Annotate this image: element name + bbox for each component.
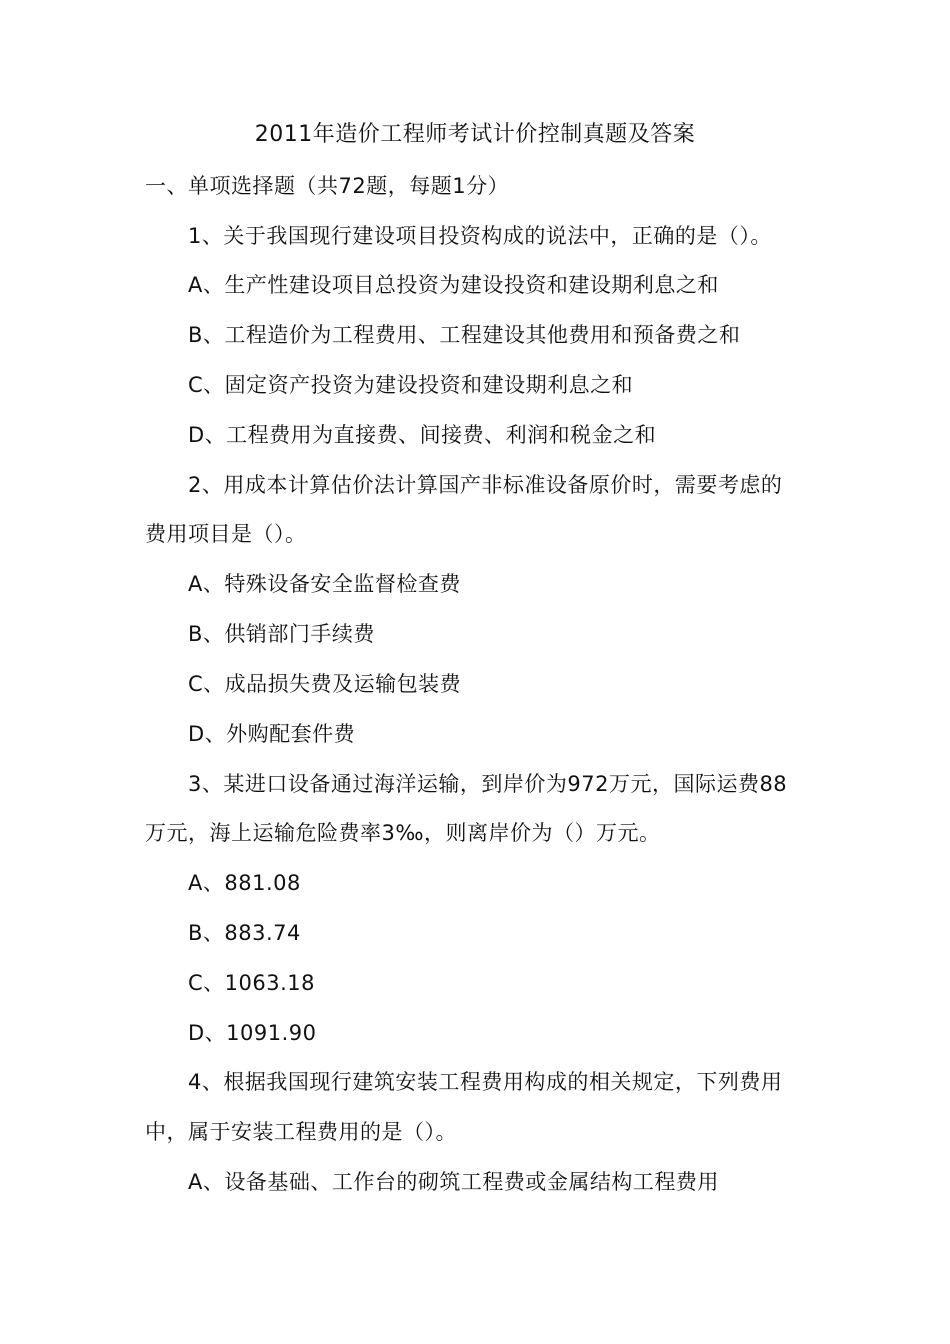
question-2-stem-line-1: 2、用成本计算估价法计算国产非标准设备原价时，需要考虑的 [188, 473, 783, 497]
question-1-option-d: D、工程费用为直接费、间接费、利润和税金之和 [188, 423, 657, 447]
question-4-stem-line-1: 4、根据我国现行建筑安装工程费用构成的相关规定，下列费用 [188, 1070, 783, 1094]
question-1-stem: 1、关于我国现行建设项目投资构成的说法中，正确的是（）。 [188, 224, 772, 248]
section-heading: 一、单项选择题（共72题，每题1分） [145, 174, 510, 198]
question-1-option-b: B、工程造价为工程费用、工程建设其他费用和预备费之和 [188, 323, 741, 347]
question-3-option-d: D、1091.90 [188, 1021, 317, 1045]
question-3-option-c: C、1063.18 [188, 971, 316, 995]
question-1-option-c: C、固定资产投资为建设投资和建设期利息之和 [188, 373, 634, 397]
question-3-stem-line-1: 3、某进口设备通过海洋运输，到岸价为972万元，国际运费88 [188, 772, 788, 796]
question-3-option-a: A、881.08 [188, 871, 301, 895]
question-4-stem-line-2: 中，属于安装工程费用的是（）。 [145, 1120, 457, 1144]
question-2-option-b: B、供销部门手续费 [188, 622, 375, 646]
question-2-stem-line-2: 费用项目是（）。 [145, 522, 307, 546]
question-2-option-d: D、外购配套件费 [188, 722, 356, 746]
question-1-option-a: A、生产性建设项目总投资为建设投资和建设期利息之和 [188, 273, 719, 297]
question-3-option-b: B、883.74 [188, 921, 301, 945]
question-4-option-a: A、设备基础、工作台的砌筑工程费或金属结构工程费用 [188, 1170, 719, 1194]
question-3-stem-line-2: 万元，海上运输危险费率3‰，则离岸价为（）万元。 [145, 821, 661, 845]
page-title: 2011年造价工程师考试计价控制真题及答案 [254, 122, 696, 147]
question-2-option-a: A、特殊设备安全监督检查费 [188, 572, 461, 596]
question-2-option-c: C、成品损失费及运输包装费 [188, 672, 462, 696]
